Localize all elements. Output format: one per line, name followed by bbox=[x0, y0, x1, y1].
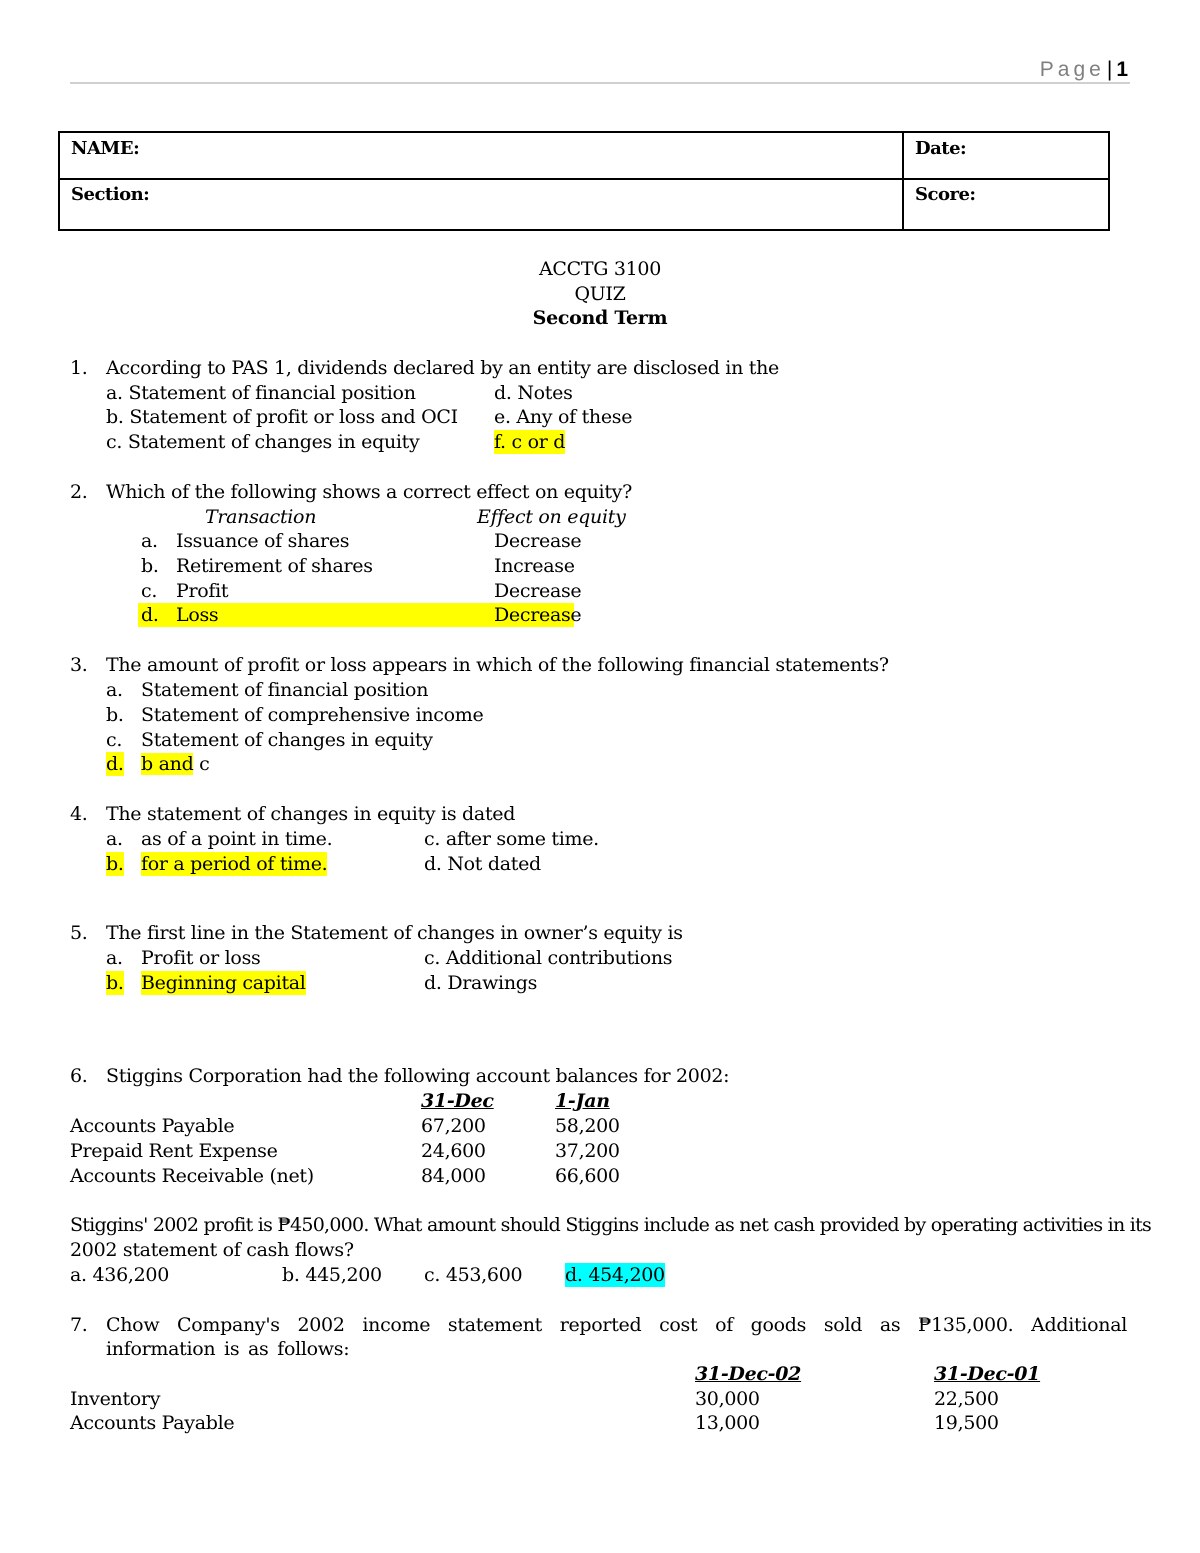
choice-c: c. Statement of changes in equity bbox=[106, 431, 420, 453]
question-text: The statement of changes in equity is dated bbox=[106, 803, 516, 825]
choice-d-answer: d. 454,200 bbox=[565, 1264, 665, 1286]
question-number: 6. bbox=[70, 1065, 88, 1087]
answer-highlight-text: b and bbox=[141, 753, 194, 775]
account-name: Accounts Receivable (net) bbox=[70, 1165, 314, 1187]
choice-letter-answer: d. bbox=[106, 753, 124, 775]
row-letter: a. bbox=[141, 530, 158, 552]
balance-2002: 30,000 bbox=[695, 1388, 760, 1410]
row-transaction: Loss bbox=[176, 604, 219, 626]
column-header-dec: 31-Dec bbox=[421, 1090, 494, 1112]
header-rule bbox=[70, 82, 1130, 84]
question-text: Chow Company's 2002 income statement reported cost of goods sold as ₱135,000. Additional information is as follows: bbox=[106, 1314, 1127, 1360]
choice-b: Statement of comprehensive income bbox=[141, 704, 484, 726]
question-number: 2. bbox=[70, 481, 88, 503]
choice-letter-answer: b. bbox=[106, 972, 124, 994]
question-number: 3. bbox=[70, 654, 88, 676]
name-label: NAME: bbox=[71, 138, 140, 159]
question-number: 7. bbox=[70, 1314, 88, 1336]
choice-b: b. Statement of profit or loss and OCI bbox=[106, 406, 458, 428]
question-text: The amount of profit or loss appears in which of the following financial statements? bbox=[106, 654, 889, 676]
page-separator: | bbox=[1106, 58, 1113, 81]
date-label: Date: bbox=[915, 138, 967, 159]
account-name: Accounts Payable bbox=[70, 1115, 235, 1137]
answer-rest-text: c bbox=[193, 753, 210, 775]
column-header-2002: 31-Dec-02 bbox=[695, 1363, 802, 1385]
choice-b-answer: Beginning capital bbox=[141, 972, 306, 994]
choice-c: Statement of changes in equity bbox=[141, 729, 433, 751]
question-text: Which of the following shows a correct effect on equity? bbox=[106, 481, 632, 503]
account-name: Inventory bbox=[70, 1388, 161, 1410]
row-letter: c. bbox=[141, 580, 158, 602]
choice-d-answer bbox=[141, 752, 210, 776]
question-text: According to PAS 1, dividends declared by an entity are disclosed in the bbox=[106, 357, 779, 379]
balance-jan: 66,600 bbox=[555, 1165, 620, 1187]
column-header-2001: 31-Dec-01 bbox=[934, 1363, 1041, 1385]
choice-c: c. 453,600 bbox=[424, 1264, 523, 1286]
balance-2001: 22,500 bbox=[934, 1388, 999, 1410]
choice-d: d. Not dated bbox=[424, 853, 541, 875]
choice-d: d. Notes bbox=[494, 382, 573, 404]
page-number: 1 bbox=[1116, 58, 1128, 81]
section-label: Section: bbox=[71, 184, 150, 205]
column-header-effect: Effect on equity bbox=[477, 506, 626, 528]
question-text: Stiggins Corporation had the following account balances for 2002: bbox=[106, 1065, 730, 1087]
table-divider-horizontal bbox=[60, 178, 1108, 180]
choice-letter: a. bbox=[106, 828, 123, 850]
choice-a: a. 436,200 bbox=[70, 1264, 169, 1286]
student-info-table bbox=[58, 131, 1110, 231]
row-effect: Increase bbox=[494, 555, 575, 577]
course-code: ACCTG 3100 bbox=[538, 258, 662, 280]
question-text: The first line in the Statement of changes in owner’s equity is bbox=[106, 922, 683, 944]
choice-a: as of a point in time. bbox=[141, 828, 333, 850]
page-word: Page bbox=[1039, 58, 1105, 81]
balance-jan: 37,200 bbox=[555, 1140, 620, 1162]
choice-c: c. after some time. bbox=[424, 828, 599, 850]
choice-a: Profit or loss bbox=[141, 947, 261, 969]
choice-a: a. Statement of financial position bbox=[106, 382, 416, 404]
column-header-transaction: Transaction bbox=[205, 506, 317, 528]
row-effect: Decrease bbox=[494, 604, 582, 626]
choice-letter: a. bbox=[106, 947, 123, 969]
account-name: Accounts Payable bbox=[70, 1412, 235, 1434]
account-name: Prepaid Rent Expense bbox=[70, 1140, 278, 1162]
row-effect: Decrease bbox=[494, 530, 582, 552]
row-effect: Decrease bbox=[494, 580, 582, 602]
question-prompt-line2: 2002 statement of cash flows? bbox=[70, 1239, 354, 1261]
choice-b: b. 445,200 bbox=[282, 1264, 382, 1286]
row-transaction: Retirement of shares bbox=[176, 555, 373, 577]
row-transaction: Profit bbox=[176, 580, 229, 602]
balance-dec: 67,200 bbox=[421, 1115, 486, 1137]
choice-b-answer: for a period of time. bbox=[141, 853, 328, 875]
balance-jan: 58,200 bbox=[555, 1115, 620, 1137]
question-number: 5. bbox=[70, 922, 88, 944]
choice-a: Statement of financial position bbox=[141, 679, 429, 701]
balance-dec: 84,000 bbox=[421, 1165, 486, 1187]
column-header-jan: 1-Jan bbox=[555, 1090, 610, 1112]
score-label: Score: bbox=[915, 184, 976, 205]
page-header bbox=[1040, 58, 1128, 82]
choice-letter-answer: b. bbox=[106, 853, 124, 875]
choice-f-answer: f. c or d bbox=[494, 431, 566, 453]
choice-letter: c. bbox=[106, 729, 123, 751]
choice-c: c. Additional contributions bbox=[424, 947, 673, 969]
question-number: 4. bbox=[70, 803, 88, 825]
choice-e: e. Any of these bbox=[494, 406, 633, 428]
row-letter: b. bbox=[141, 555, 159, 577]
balance-dec: 24,600 bbox=[421, 1140, 486, 1162]
choice-letter: b. bbox=[106, 704, 124, 726]
table-divider-vertical bbox=[902, 133, 904, 229]
balance-2001: 19,500 bbox=[934, 1412, 999, 1434]
question-prompt-line1: Stiggins' 2002 profit is ₱450,000. What amount should Stiggins include as net cash provided by operating activities in its bbox=[70, 1214, 1151, 1236]
row-letter: d. bbox=[141, 604, 159, 626]
balance-2002: 13,000 bbox=[695, 1412, 760, 1434]
choice-d: d. Drawings bbox=[424, 972, 538, 994]
question-number: 1. bbox=[70, 357, 88, 379]
row-transaction: Issuance of shares bbox=[176, 530, 350, 552]
quiz-title: QUIZ bbox=[574, 283, 626, 305]
term-title: Second Term bbox=[532, 307, 668, 329]
choice-letter: a. bbox=[106, 679, 123, 701]
